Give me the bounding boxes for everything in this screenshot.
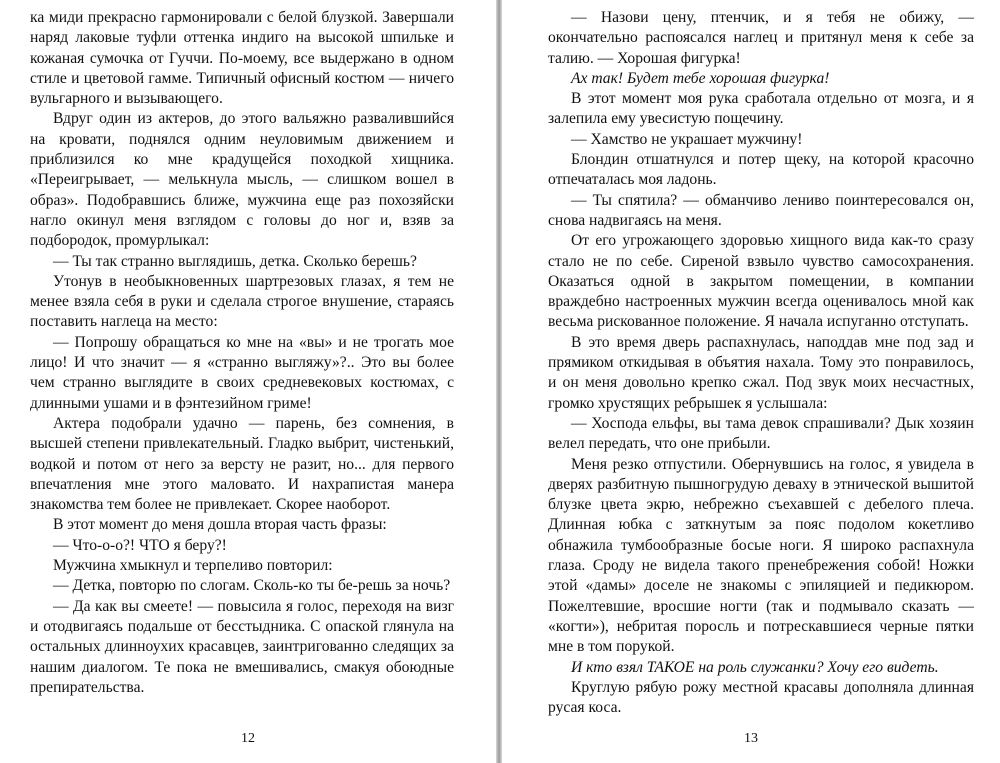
page-number: 13 [744,731,758,746]
paragraph: — Попрошу обращаться ко мне на «вы» и не трогать мое лицо! И что значит — я «странно выгляжу»?.. Это вы более чем странно выглядите в своих средневековых костюмах, с длинными ушами и в фэнтезийном гриме! [30,333,454,412]
paragraph: — Назови цену, птенчик, и я тебя не обижу, — окончательно распоясался наглец и притянул меня к себе за талию. — Хорошая фигурка! [548,9,974,67]
left-page [0,0,496,763]
left-page-text [30,8,454,698]
paragraph-italic: Ах так! Будет тебе хорошая фигурка! [571,69,830,87]
paragraph: — Хосподa ельфы, вы тама девок спрашивали? Дык хозяин велел передать, что оне прибыли. [548,414,974,453]
paragraph: Меня резко отпустили. Обернувшись на голос, я увидела в дверях разбитную пышногрудую деваху в этнической вышитой блузке цвета экрю, небрежно съехавшей с дебелого плеча. Длинная юбка с заткнутым за пояс подолом кокетливо обнажила тумбообразные босые ноги. Я широко распахнула глаза. Сроду не видела такого пренебрежения собой! Ножки этой «дамы» доселе не знакомы с эпиляцией и педикюром. Пожелтевшие, вросшие ногти (так и подмывало сказать — «когти»), небритая поросль и потрескавшиеся черные пятки мне в том порукой. [548,455,974,656]
paragraph: — Детка, повторю по слогам. Сколь-ко ты бе-решь за ночь? [53,577,451,595]
paragraph: — Что-о-о?! ЧТО я беру?! [53,536,227,554]
paragraph: Утонув в необыкновенных шартрезовых глазах, я тем не менее взяла себя в руки и сделала строгое внушение, стараясь поставить наглеца на место: [30,272,454,331]
right-page [502,0,1000,763]
paragraph: — Ты спятила? — обманчиво лениво поинтересовался он, снова надвигаясь на меня. [548,191,974,229]
paragraph: Вдруг один из актеров, до этого вальяжно развалившийся на кровати, поднялся одним неуловимым движением и приблизился ко мне крадущейся походкой хищника. «Переигрывает, — мелькнула мысль, — слишком вошел в образ». Подобравшись ближе, мужчина еще раз похозяйски нагло окинул меня взглядом с головы до ног и, взяв за подбородок, промурлыкал: [30,110,454,250]
paragraph: ка миди прекрасно гармонировали с белой блузкой. Завершали наряд лаковые туфли оттенка индиго на высокой шпильке и кожаная сумочка от Гуччи. По-моему, все выдержано в одном стиле и цветовой гамме. Типичный офисный костюм — ничего вульгарного и вызывающего. [30,9,454,108]
right-page-text [548,8,974,718]
page-number: 12 [241,731,255,746]
paragraph: Блондин отшатнулся и потер щеку, на которой красочно отпечаталась моя ладонь. [548,151,974,189]
paragraph: Актера подобрали удачно — парень, без сомнения, в высшей степени привлекательный. Гладко выбрит, чистенький, водкой и потом от него за версту не разит, но... для первого впечатления мне этого маловато. И нахрапистая манера знакомства тем более не привлекает. Скорее наоборот. [30,414,454,514]
paragraph: В это время дверь распахнулась, наподдав мне под зад и прямиком откидывая в объятия нахала. Тому это понравилось, и он меня довольно крепко сжал. Под звук моих несчастных, громко хрустящих ребрышек я услышала: [548,333,974,412]
paragraph-italic: И кто взял ТАКОЕ на роль служанки? Хочу его видеть. [571,658,939,676]
paragraph: — Хамство не украшает мужчину! [571,130,803,148]
paragraph: — Ты так странно выглядишь, детка. Сколько берешь? [53,252,417,270]
paragraph: От его угрожающего здоровью хищного вида как-то сразу стало не по себе. Сиреной взвыло чувство самосохранения. Оказаться одной в закрытом помещении, в компании враждебно настроенных мужчин всегда оценивалось мной как весьма рискованное положение. Я начала испуганно отступать. [548,232,974,331]
paragraph: В этот момент до меня дошла вторая часть фразы: [53,516,387,534]
paragraph: В этот момент моя рука сработала отдельно от мозга, и я залепила ему увесистую пощечину. [548,90,974,128]
paragraph: Мужчина хмыкнул и терпеливо повторил: [53,557,333,575]
paragraph: — Да как вы смеете! — повысила я голос, переходя на визг и отодвигаясь подальше от бесстыдника. С опаской глянула на остальных длинноухих красавцев, заинтригованно следящих за нашим диалогом. Те пока не вмешивались, смакуя обоюдные препирательства. [30,597,454,696]
paragraph: Круглую рябую рожу местной красавы дополняла длинная русая коса. [548,678,974,717]
